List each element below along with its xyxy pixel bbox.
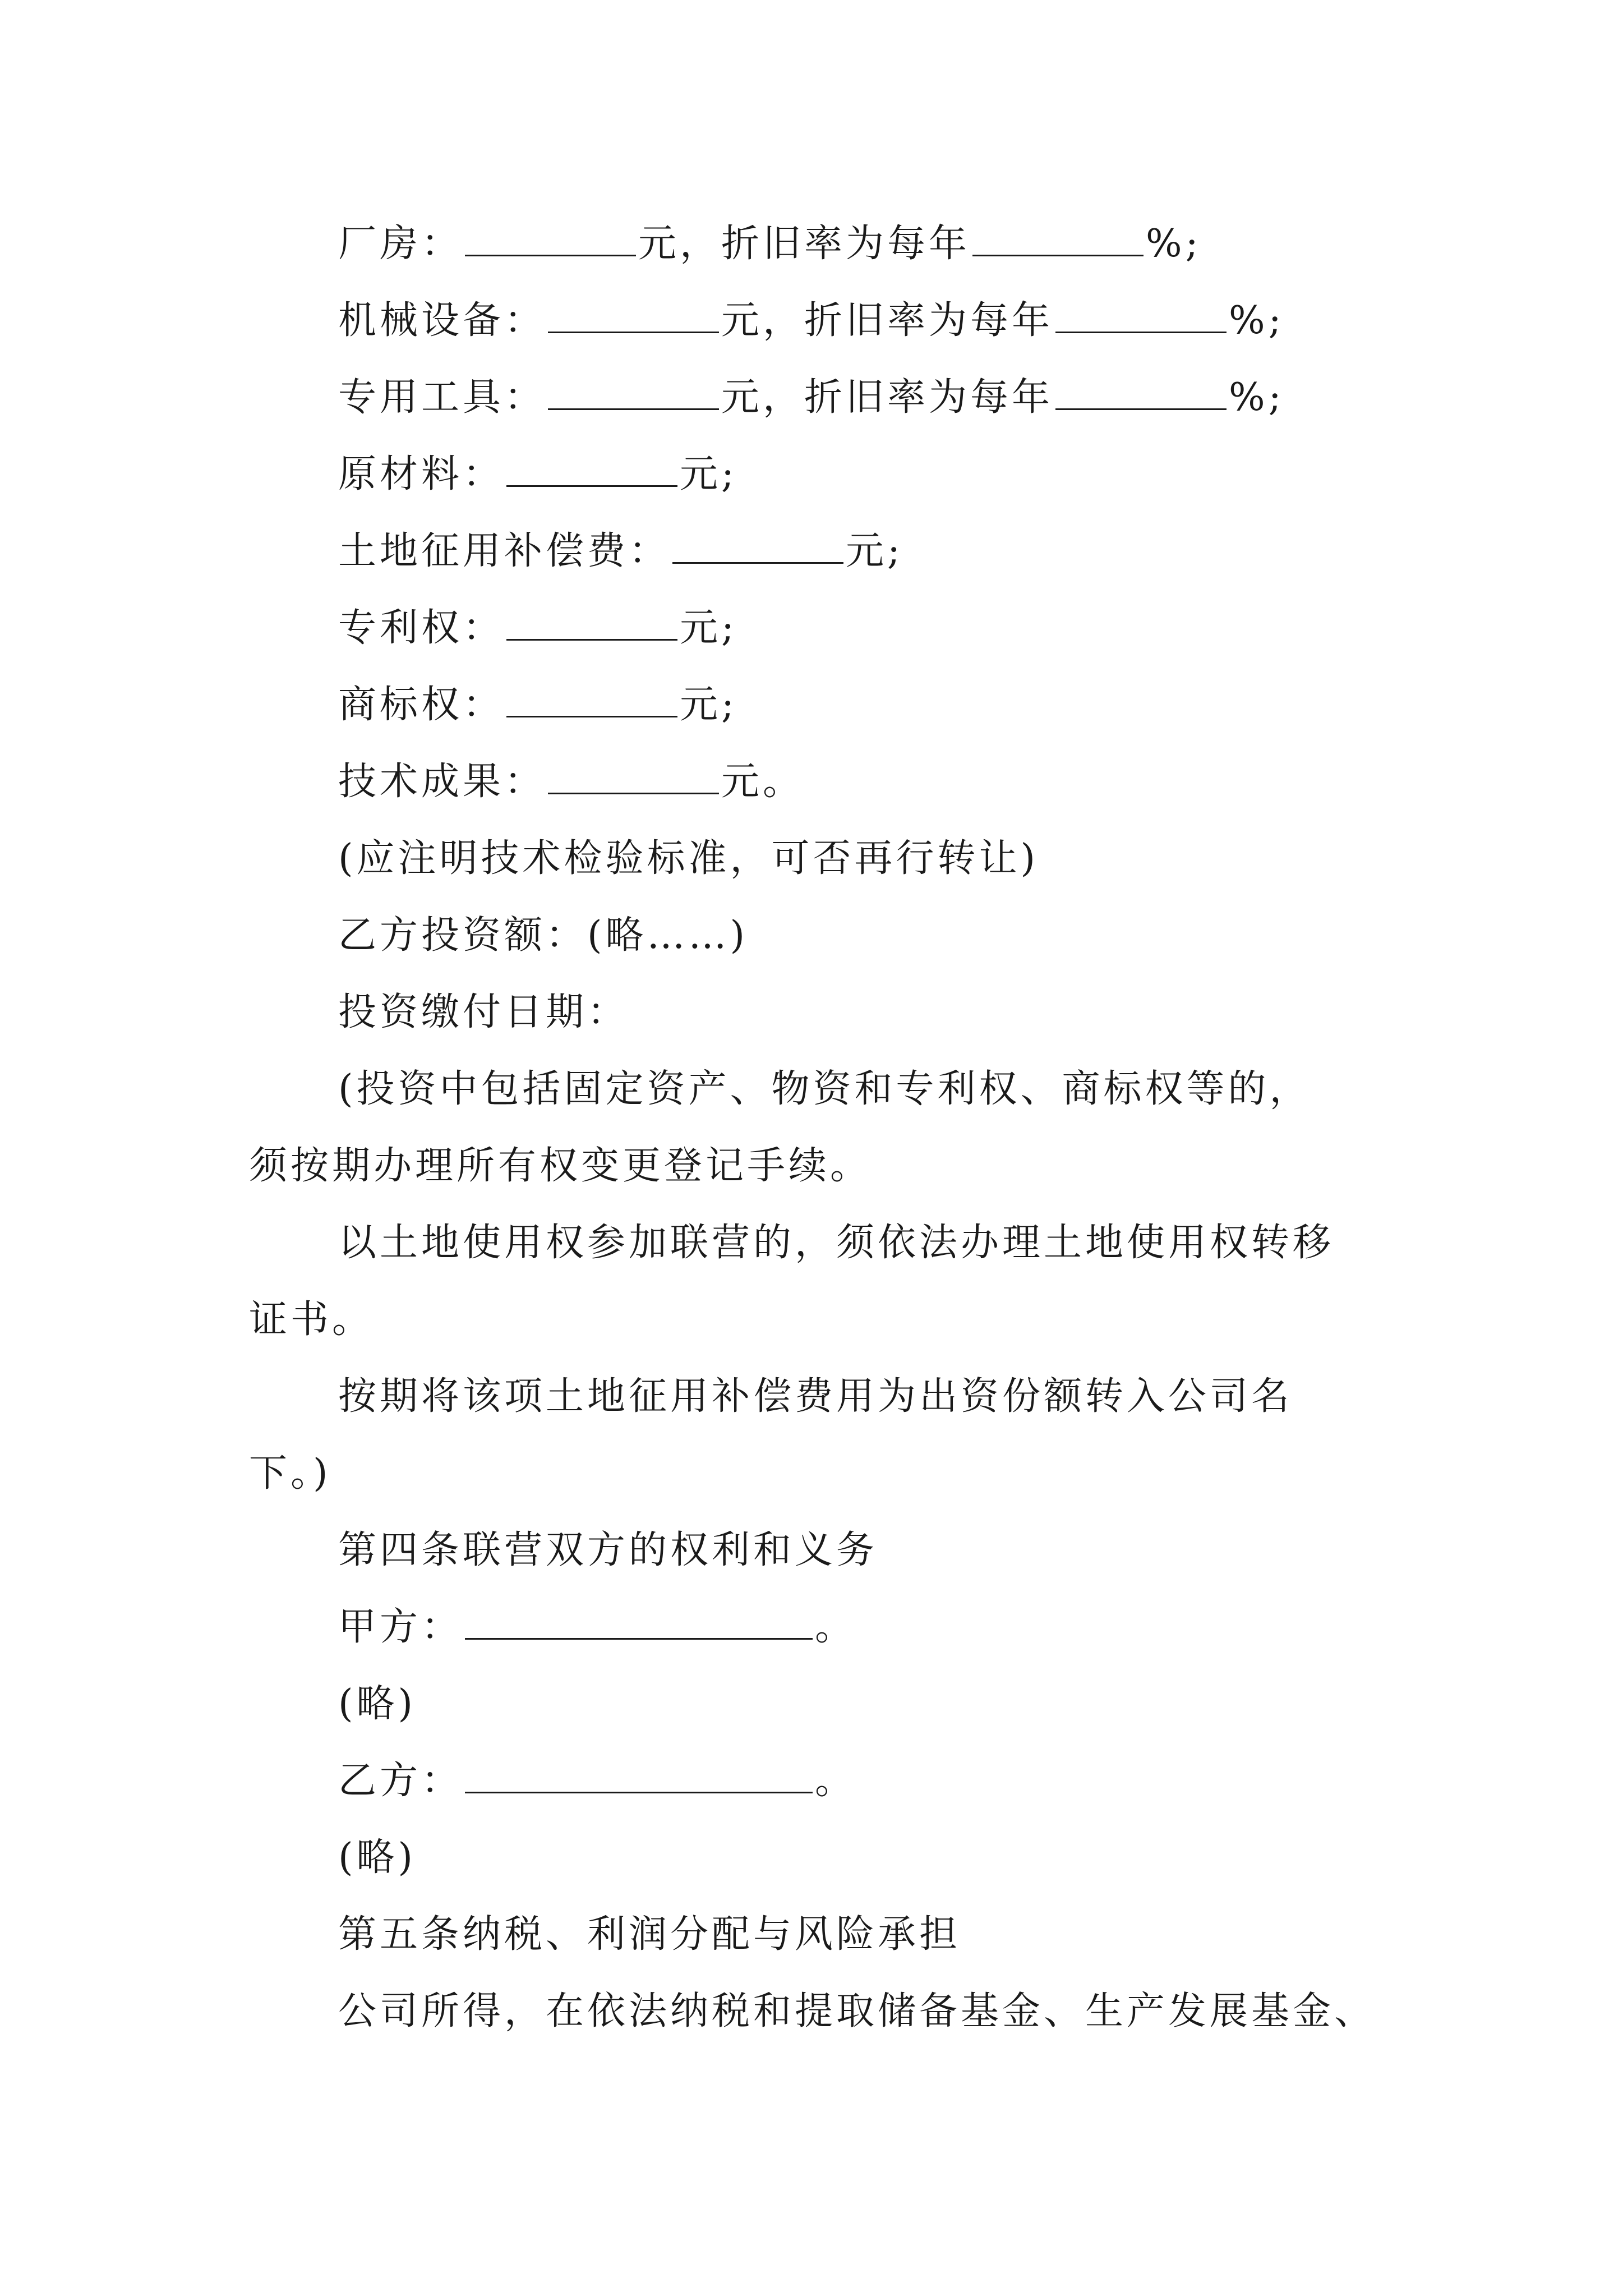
fill-in-blank[interactable] <box>506 606 677 641</box>
text-line: 专利权： 元; <box>338 606 737 650</box>
fill-in-blank[interactable] <box>548 760 719 794</box>
text-line: 原材料： 元; <box>338 452 737 496</box>
text-line: 乙方： 。 <box>338 1759 857 1803</box>
fill-in-blank[interactable] <box>1055 299 1227 333</box>
text-line: 技术成果： 元。 <box>338 760 805 804</box>
text-line: (略) <box>338 1682 417 1726</box>
text-line: 土地征用补偿费： 元; <box>338 529 903 573</box>
text-line: 乙方投资额：(略……) <box>338 913 749 958</box>
fill-in-blank[interactable] <box>548 299 719 333</box>
text-line: 须按期办理所有权变更登记手续。 <box>249 1144 872 1188</box>
fill-in-blank[interactable] <box>1055 376 1227 410</box>
section-heading: 第四条联营双方的权利和义务 <box>338 1528 878 1572</box>
fill-in-blank[interactable] <box>465 1759 813 1793</box>
text-line: 商标权： 元; <box>338 683 737 727</box>
fill-in-blank[interactable] <box>506 453 677 487</box>
section-heading: 第五条纳税、利润分配与风险承担 <box>338 1912 961 1957</box>
text-line: 厂房： 元，折旧率为每年 %; <box>338 222 1202 266</box>
text-line: 证书。 <box>249 1297 374 1342</box>
text-line: 专用工具： 元，折旧率为每年 %; <box>338 375 1285 420</box>
text-line: (略) <box>338 1835 417 1880</box>
text-line: 机械设备： 元，折旧率为每年 %; <box>338 298 1285 343</box>
fill-in-blank[interactable] <box>972 222 1144 256</box>
text-line: (应注明技术检验标准，可否再行转让) <box>338 836 1039 881</box>
fill-in-blank[interactable] <box>672 530 843 564</box>
fill-in-blank[interactable] <box>506 683 677 717</box>
fill-in-blank[interactable] <box>548 376 719 410</box>
text-line: 甲方： 。 <box>338 1605 857 1649</box>
fill-in-blank[interactable] <box>465 222 636 256</box>
text-line: (投资中包括固定资产、物资和专利权、商标权等的， <box>338 1067 1311 1111</box>
text-line: 投资缴付日期： <box>338 990 629 1034</box>
text-line: 按期将该项土地征用补偿费用为出资份额转入公司名 <box>338 1374 1293 1419</box>
text-line: 以土地使用权参加联营的，须依法办理土地使用权转移 <box>338 1221 1335 1265</box>
text-line: 下。) <box>249 1451 331 1496</box>
text-line: 公司所得，在依法纳税和提取储备基金、生产发展基金、 <box>338 1989 1376 2033</box>
fill-in-blank[interactable] <box>465 1605 813 1640</box>
